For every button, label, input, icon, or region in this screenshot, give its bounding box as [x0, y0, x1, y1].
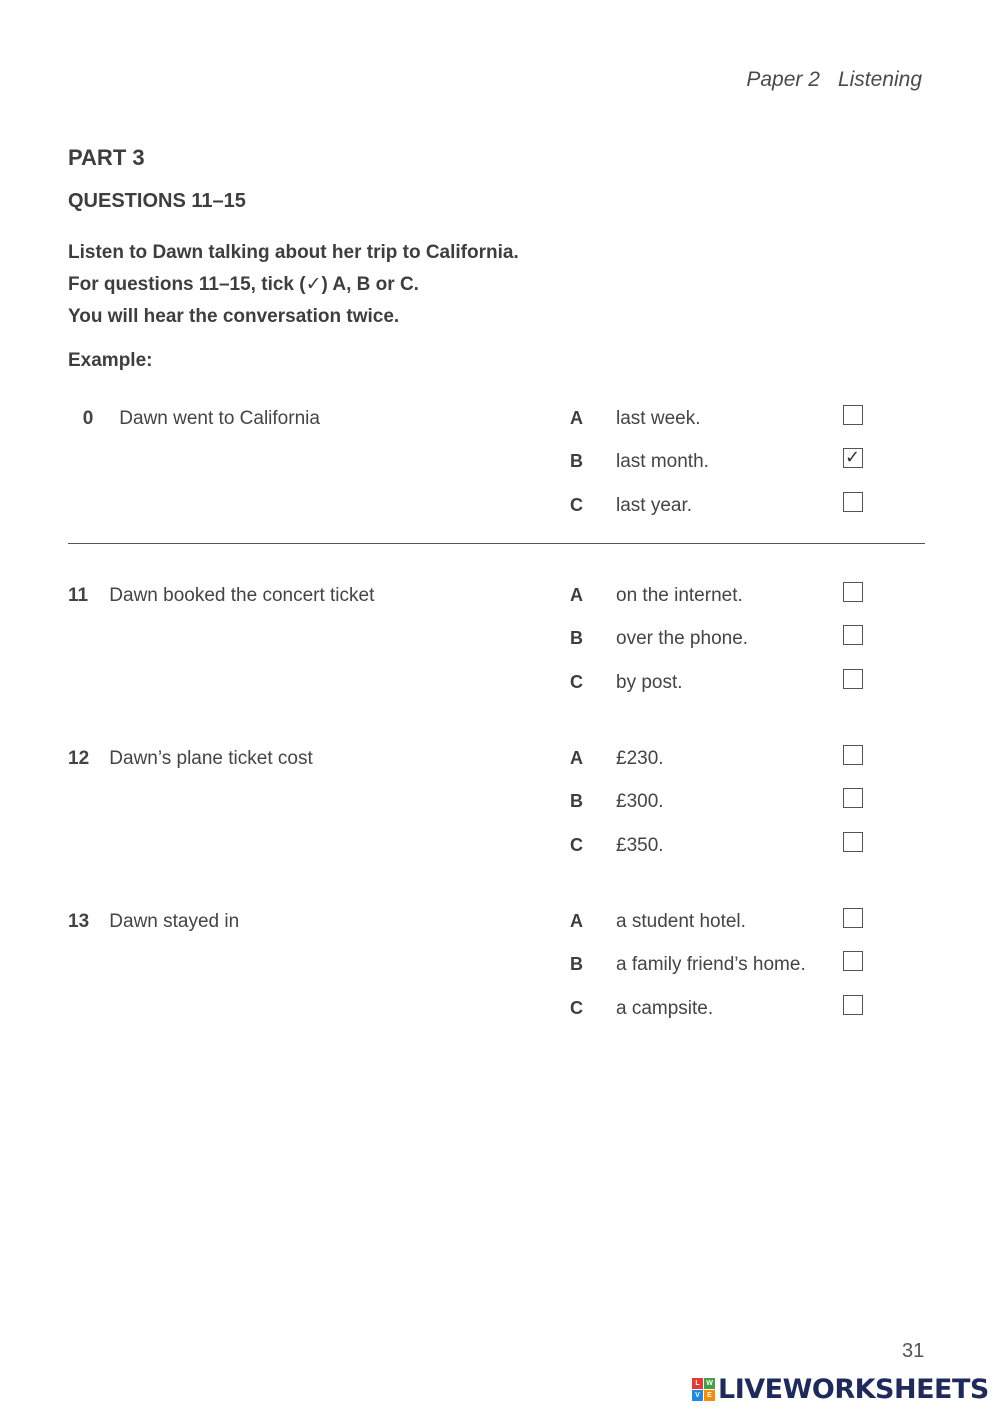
option-text: last week.: [616, 408, 701, 429]
liveworksheets-watermark: [692, 1374, 989, 1405]
answer-checkbox[interactable]: [843, 625, 863, 645]
option-letter: B: [570, 954, 583, 974]
option-b: [68, 447, 898, 481]
tick-icon: ✓: [845, 447, 861, 467]
option-c: [68, 495, 898, 525]
option-letter: A: [570, 585, 583, 605]
answer-checkbox[interactable]: [843, 448, 863, 468]
answer-checkbox[interactable]: [843, 995, 863, 1015]
option-text: over the phone.: [616, 628, 749, 649]
part-title: PART 3: [68, 145, 145, 170]
answer-checkbox[interactable]: [843, 745, 863, 765]
option-letter: B: [570, 628, 583, 648]
question-number: 13: [68, 911, 90, 932]
instruction-line: You will hear the conversation twice.: [68, 306, 400, 327]
option-text: last year.: [616, 495, 693, 516]
option-c: [68, 835, 898, 865]
answer-checkbox[interactable]: [843, 669, 863, 689]
question-number: 11: [68, 585, 89, 606]
option-letter: C: [570, 672, 583, 692]
logo-letter: W: [704, 1378, 715, 1389]
option-letter: A: [570, 748, 583, 768]
liveworksheets-logo-icon: [692, 1378, 715, 1401]
page-number: 31: [902, 1340, 925, 1362]
option-letter: C: [570, 998, 583, 1018]
question-text: Dawn went to California: [119, 408, 320, 429]
question-text: Dawn’s plane ticket cost: [109, 748, 313, 769]
section-label: Listening: [837, 68, 922, 91]
answer-checkbox[interactable]: [843, 405, 863, 425]
option-letter: B: [570, 451, 583, 471]
question-number: 0: [82, 408, 94, 429]
instructions: [68, 237, 519, 333]
option-text: last month.: [616, 451, 709, 472]
answer-checkbox[interactable]: [843, 951, 863, 971]
page-header: [700, 68, 922, 92]
option-b: [68, 791, 898, 821]
question-number: 12: [68, 748, 90, 769]
answer-checkbox[interactable]: [843, 582, 863, 602]
option-text: £230.: [616, 748, 664, 769]
answer-checkbox[interactable]: [843, 832, 863, 852]
answer-checkbox[interactable]: [843, 492, 863, 512]
option-a: [68, 408, 898, 438]
option-text: a family friend’s home.: [616, 954, 806, 975]
logo-letter: E: [704, 1390, 715, 1401]
option-text: £300.: [616, 791, 664, 812]
answer-checkbox[interactable]: [843, 908, 863, 928]
option-b: [68, 628, 898, 658]
watermark-text: LIVEWORKSHEETS: [718, 1374, 989, 1405]
option-text: by post.: [616, 672, 683, 693]
option-letter: C: [570, 835, 583, 855]
instruction-line: For questions 11–15, tick (✓) A, B or C.: [68, 274, 419, 295]
questions-title: QUESTIONS 11–15: [68, 190, 246, 212]
option-text: a student hotel.: [616, 911, 746, 932]
option-b: [68, 954, 898, 984]
option-c: [68, 672, 898, 702]
option-letter: B: [570, 791, 583, 811]
instruction-line: Listen to Dawn talking about her trip to California.: [68, 242, 519, 263]
option-text: a campsite.: [616, 998, 714, 1019]
option-a: [68, 911, 898, 941]
logo-letter: L: [692, 1378, 703, 1389]
answer-checkbox[interactable]: [843, 788, 863, 808]
option-text: £350.: [616, 835, 664, 856]
option-a: [68, 585, 898, 615]
option-letter: A: [570, 408, 583, 428]
divider: [68, 543, 925, 544]
option-letter: C: [570, 495, 583, 515]
paper-label: Paper 2: [746, 68, 820, 91]
question-text: Dawn stayed in: [109, 911, 240, 932]
logo-letter: V: [692, 1390, 703, 1401]
option-letter: A: [570, 911, 583, 931]
option-a: [68, 748, 898, 778]
option-c: [68, 998, 898, 1028]
option-text: on the internet.: [616, 585, 743, 606]
example-label: Example:: [68, 350, 153, 371]
question-text: Dawn booked the concert ticket: [109, 585, 375, 606]
